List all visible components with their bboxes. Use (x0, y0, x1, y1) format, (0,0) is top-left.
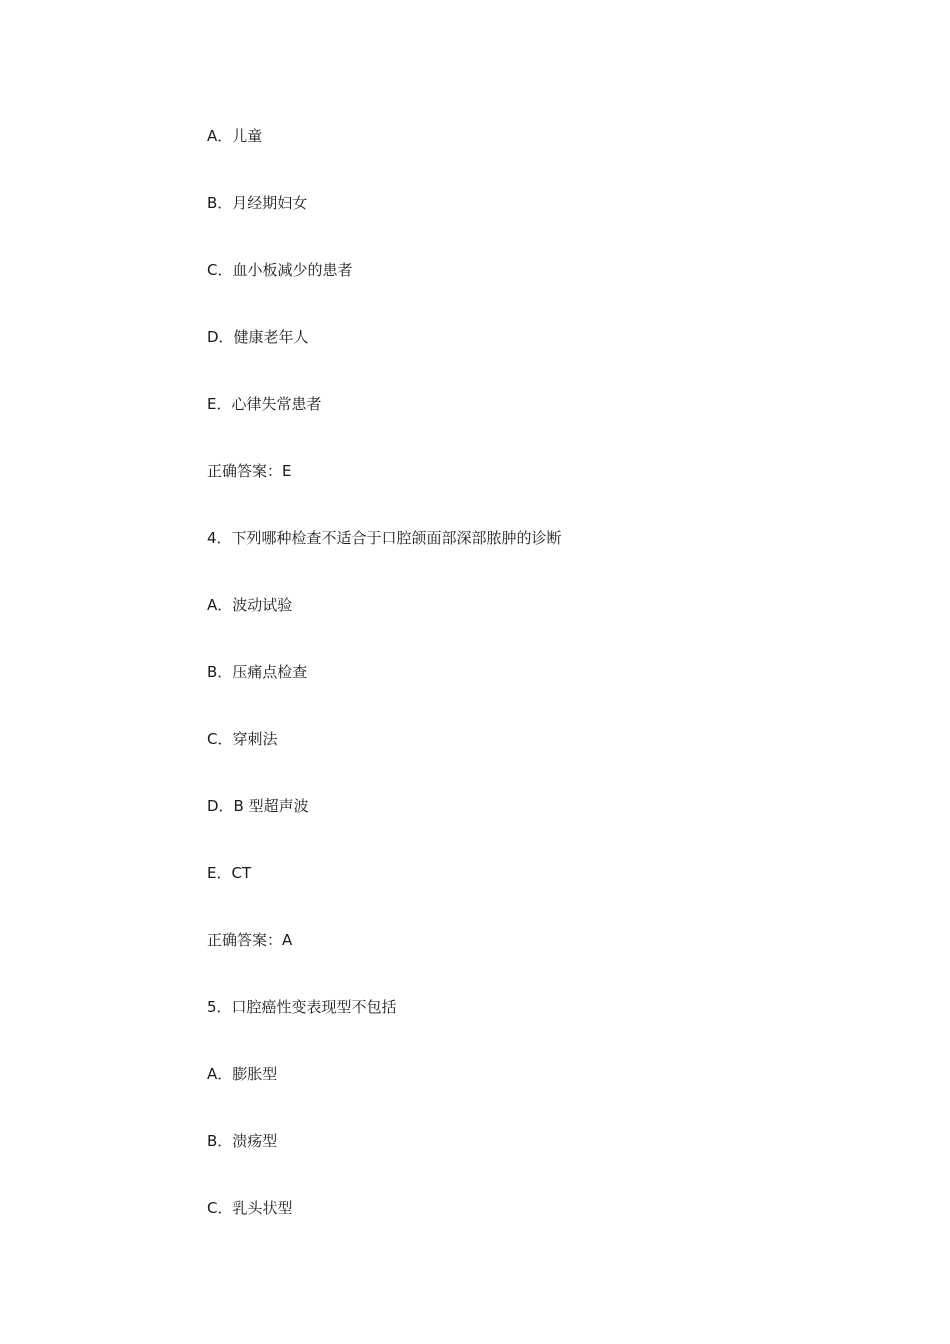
option-a-q5: A．膨胀型 (207, 1065, 278, 1083)
document-page (207, 126, 807, 1265)
option-c-q5: C．乳头状型 (207, 1199, 293, 1217)
option-b-q4: B．压痛点检查 (207, 663, 308, 681)
answer-q3: 正确答案：E (207, 462, 292, 480)
option-a-q3: A．儿童 (207, 127, 263, 145)
option-c-q4: C．穿刺法 (207, 730, 278, 748)
option-d-q4: D．B 型超声波 (207, 797, 309, 815)
option-c-q3: C．血小板减少的患者 (207, 261, 353, 279)
option-e-q4: E．CT (207, 864, 252, 882)
option-e-q3: E．心律失常患者 (207, 395, 322, 413)
question-4: 4．下列哪种检查不适合于口腔颌面部深部脓肿的诊断 (207, 529, 562, 547)
option-b-q5: B．溃疡型 (207, 1132, 278, 1150)
option-b-q3: B．月经期妇女 (207, 194, 308, 212)
answer-q4: 正确答案：A (207, 931, 293, 949)
option-d-q3: D．健康老年人 (207, 328, 309, 346)
question-5: 5．口腔癌性变表现型不包括 (207, 998, 397, 1016)
option-a-q4: A．波动试验 (207, 596, 293, 614)
